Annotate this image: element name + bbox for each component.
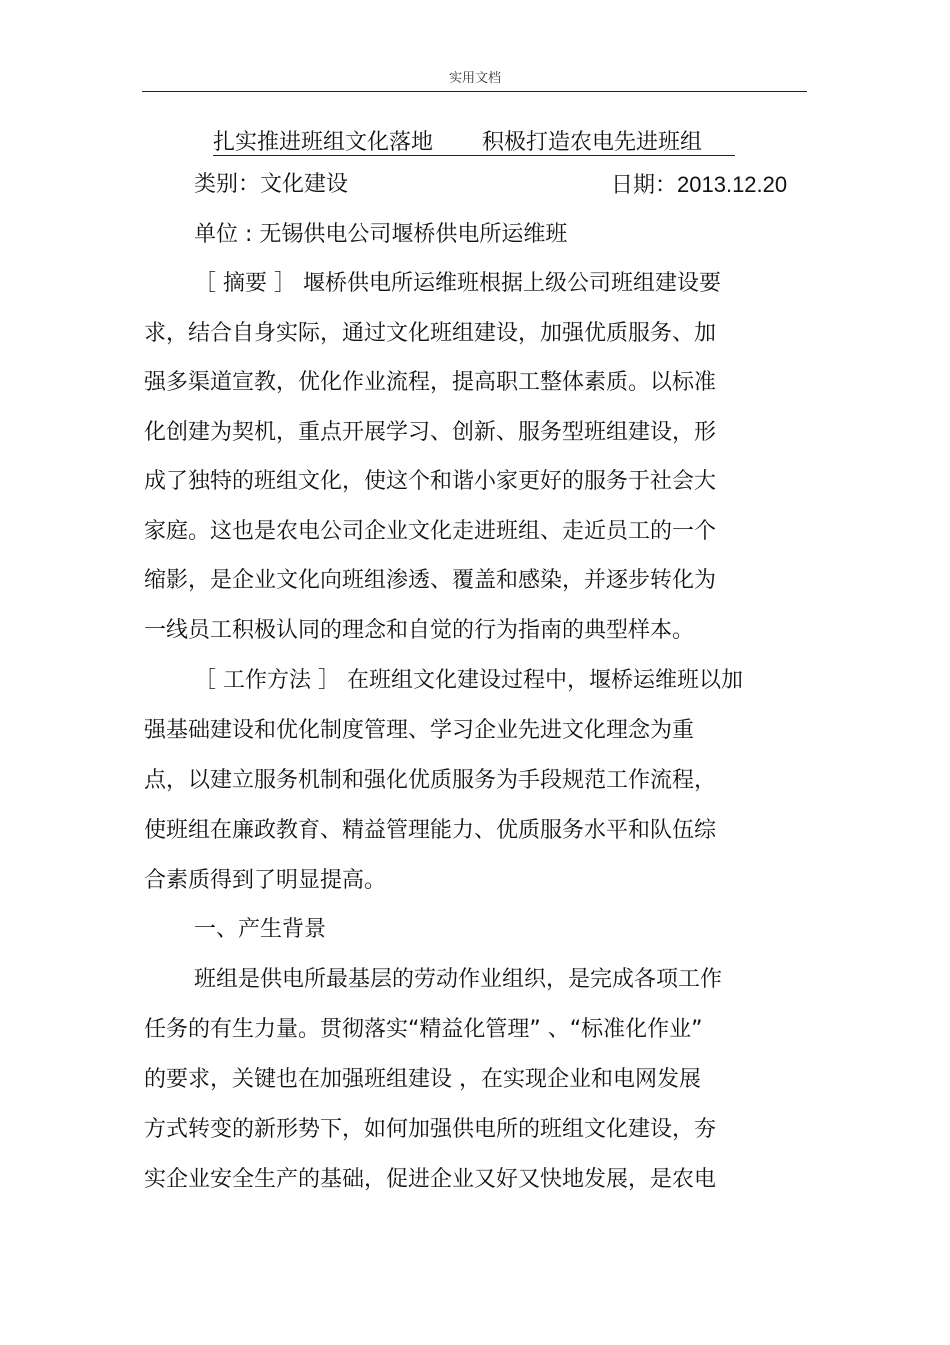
body-line: 合素质得到了明显提高。 [144, 868, 387, 893]
body-line: 强多渠道宣教，优化作业流程，提高职工整体素质。以标准 [144, 370, 717, 395]
body-line: 点，以建立服务机制和强化优质服务为手段规范工作流程， [144, 768, 717, 793]
body-line: 求，结合自身实际，通过文化班组建设，加强优质服务、加 [144, 321, 717, 346]
title-left: 扎实推进班组文化落地 [213, 130, 434, 155]
body-line: 化创建为契机，重点开展学习、创新、服务型班组建设，形 [144, 420, 717, 445]
section-heading: 一、产生背景 [194, 917, 327, 942]
unit-text: 单位 : 无锡供电公司堰桥供电所运维班 [194, 222, 568, 247]
body-line: 成了独特的班组文化，使这个和谐小家更好的服务于社会大 [144, 469, 717, 494]
body-line: ［ 工作方法 ］ 在班组文化建设过程中，堰桥运维班以加 [194, 668, 743, 693]
body-line: 的要求，关键也在加强班组建设 ，在实现企业和电网发展 [144, 1067, 701, 1092]
page-header-label: 实用文档 [448, 71, 501, 86]
date-label: 日期： [611, 173, 678, 198]
body-line: 实企业安全生产的基础，促进企业又好又快地发展，是农电 [144, 1167, 717, 1192]
body-line: 家庭。这也是农电公司企业文化走进班组、走近员工的一个 [144, 519, 717, 544]
body-line: 强基础建设和优化制度管理、学习企业先进文化理念为重 [144, 718, 695, 743]
category-text: 类别：文化建设 [194, 172, 349, 197]
title-right: 积极打造农电先进班组 [482, 130, 703, 155]
header-divider [142, 91, 807, 92]
body-line: ［ 摘要 ］ 堰桥供电所运维班根据上级公司班组建设要 [194, 271, 721, 296]
body-line: 班组是供电所最基层的劳动作业组织，是完成各项工作 [194, 967, 723, 992]
title-underline [213, 155, 735, 156]
body-line: 使班组在廉政教育、精益管理能力、优质服务水平和队伍综 [144, 818, 717, 843]
body-line: 一线员工积极认同的理念和自觉的行为指南的典型样本。 [144, 618, 695, 643]
date-value: 2013.12.20 [677, 172, 788, 197]
body-line: 缩影，是企业文化向班组渗透、覆盖和感染，并逐步转化为 [144, 568, 717, 593]
body-line: 任务的有生力量。贯彻落实“精益化管理” 、“标准化作业” [144, 1017, 703, 1042]
body-line: 方式转变的新形势下，如何加强供电所的班组文化建设，夯 [144, 1117, 717, 1142]
date-text [611, 170, 787, 201]
